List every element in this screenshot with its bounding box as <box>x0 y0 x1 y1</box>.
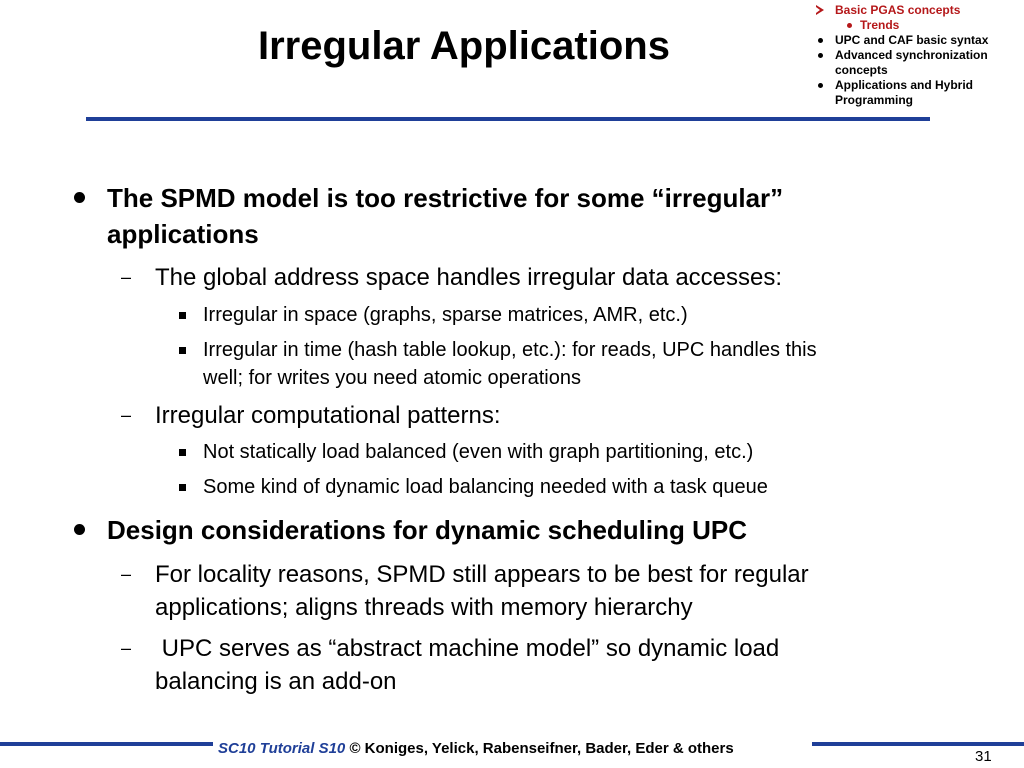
sub-bullet-global-address <box>121 261 783 294</box>
bullet-dot-icon <box>74 524 85 535</box>
item-irregular-space <box>203 301 688 329</box>
bullet-dot-icon <box>818 38 823 43</box>
sub-bullet-text: The global address space handles irregular data accesses: <box>155 264 783 291</box>
bullet-dot-icon <box>818 83 823 88</box>
outline-item-label: Trends <box>860 18 900 32</box>
sub-bullet-text-line: applications; aligns threads with memory hierarchy <box>155 594 693 621</box>
footer-divider-left <box>0 742 213 746</box>
outline-item-label: UPC and CAF basic syntax <box>835 33 989 47</box>
item-irregular-time <box>203 336 817 392</box>
sub-bullet-text-line: UPC serves as “abstract machine model” so dynamic load <box>155 635 780 662</box>
item-text-line: well; for writes you need atomic operations <box>203 367 581 389</box>
sub-bullet-locality <box>121 558 809 624</box>
outline-item-basic-pgas <box>808 3 1023 18</box>
sub-bullet-text-line: For locality reasons, SPMD still appears to be best for regular <box>155 561 809 588</box>
item-not-statically-balanced <box>203 438 753 466</box>
item-dynamic-load-balancing <box>203 473 768 501</box>
sub-bullet-text: Irregular computational patterns: <box>155 402 501 429</box>
bullet-text-line: The SPMD model is too restrictive for some “irregular” <box>107 183 784 213</box>
outline-item-advanced-sync <box>808 48 1023 63</box>
item-text: Irregular in space (graphs, sparse matrices, AMR, etc.) <box>203 304 688 326</box>
bullet-text-line: Design considerations for dynamic scheduling UPC <box>107 515 748 545</box>
item-text: Not statically load balanced (even with graph partitioning, etc.) <box>203 441 754 463</box>
arrow-bullet-icon <box>816 5 824 15</box>
item-text: Some kind of dynamic load balancing needed with a task queue <box>203 476 768 498</box>
square-bullet-icon <box>179 312 186 319</box>
outline-item-label: Programming <box>835 93 914 107</box>
dash-bullet-icon: – <box>121 564 132 584</box>
outline-item-label: concepts <box>835 63 888 77</box>
footer-tutorial-name: SC10 Tutorial S10 <box>218 740 346 757</box>
dash-bullet-icon: – <box>121 267 132 287</box>
outline-item-label: Basic PGAS concepts <box>835 3 961 17</box>
outline-box <box>808 3 1023 108</box>
outline-item-upc-caf <box>808 33 1023 48</box>
bullet-dot-icon <box>818 53 823 58</box>
bullet-design-considerations <box>107 512 747 548</box>
square-bullet-icon <box>179 347 186 354</box>
footer-divider-right <box>812 742 1024 746</box>
footer-authors: © Koniges, Yelick, Rabenseifner, Bader, Eder & others <box>345 740 734 757</box>
sub-bullet-text-line: balancing is an add-on <box>155 668 397 695</box>
bullet-dot-icon <box>74 192 85 203</box>
outline-item-applications-cont <box>808 93 1023 108</box>
bullet-spmd-restrictive <box>107 180 783 252</box>
outline-item-trends <box>808 18 1023 33</box>
bullet-dot-icon <box>847 23 852 28</box>
title-divider <box>86 117 930 121</box>
outline-item-advanced-sync-cont <box>808 63 1023 78</box>
dash-bullet-icon: – <box>121 638 132 658</box>
square-bullet-icon <box>179 484 186 491</box>
dash-bullet-icon: – <box>121 405 132 425</box>
footer-credits <box>218 740 734 757</box>
sub-bullet-computational-patterns <box>121 399 501 432</box>
outline-item-label: Advanced synchronization <box>835 48 988 62</box>
square-bullet-icon <box>179 449 186 456</box>
outline-item-applications <box>808 78 1023 93</box>
slide-title: Irregular Applications <box>258 24 670 68</box>
item-text-line: Irregular in time (hash table lookup, etc.): for reads, UPC handles this <box>203 339 817 361</box>
bullet-text-line: applications <box>107 219 259 249</box>
outline-item-label: Applications and Hybrid <box>835 78 974 92</box>
page-number: 31 <box>975 748 992 765</box>
sub-bullet-abstract-machine <box>121 632 780 698</box>
